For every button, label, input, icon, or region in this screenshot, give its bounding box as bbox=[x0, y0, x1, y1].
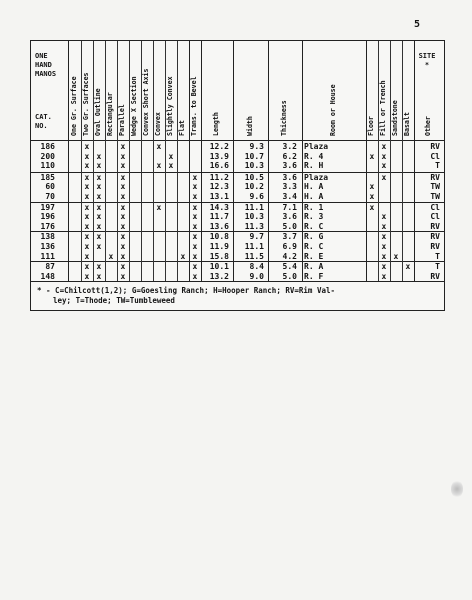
fill-mark: x bbox=[381, 161, 387, 171]
check-mark: x bbox=[192, 202, 198, 212]
thickness-cell: 4.2 bbox=[282, 251, 297, 261]
check-mark: x bbox=[192, 271, 198, 281]
grid-line bbox=[233, 41, 234, 281]
width-cell: 9.0 bbox=[249, 271, 264, 281]
thickness-cell: 3.6 bbox=[282, 172, 297, 182]
manos-table bbox=[30, 40, 445, 311]
thickness-cell: 5.0 bbox=[282, 271, 297, 281]
header-title-line: ONE bbox=[35, 52, 48, 60]
check-mark: x bbox=[120, 182, 126, 192]
check-mark: x bbox=[168, 161, 174, 171]
site-cell: Cl bbox=[430, 212, 440, 222]
thickness-cell: 5.0 bbox=[282, 221, 297, 231]
floor-mark: x bbox=[369, 151, 375, 161]
check-mark: x bbox=[96, 161, 102, 171]
header-catno bbox=[35, 113, 52, 131]
room-cell: R. 3 bbox=[304, 212, 324, 222]
floor-mark: x bbox=[369, 191, 375, 201]
room-cell: R. 1 bbox=[304, 202, 324, 212]
header-title-line: MANOS bbox=[35, 70, 57, 78]
grid-line bbox=[268, 41, 269, 281]
scan-smudge bbox=[451, 480, 463, 498]
check-mark: x bbox=[96, 151, 102, 161]
check-mark: x bbox=[120, 142, 126, 151]
check-mark: x bbox=[120, 221, 126, 231]
column-header: Oval Outline bbox=[94, 88, 102, 136]
column-header: Sandstone bbox=[391, 100, 399, 136]
room-cell: Plaza bbox=[304, 172, 329, 182]
width-cell: 11.3 bbox=[244, 221, 264, 231]
column-header: Trans. to Bevel bbox=[190, 76, 198, 136]
check-mark: x bbox=[192, 212, 198, 222]
site-cell: RV bbox=[430, 271, 440, 281]
header-site-mark: * bbox=[424, 61, 430, 69]
grid-line bbox=[366, 41, 367, 281]
grid-line bbox=[93, 41, 94, 281]
check-mark: x bbox=[96, 262, 102, 272]
length-cell: 10.8 bbox=[209, 232, 229, 242]
header-title-line: HAND bbox=[35, 61, 52, 69]
check-mark: x bbox=[108, 251, 114, 261]
length-cell: 13.1 bbox=[209, 191, 229, 201]
check-mark: x bbox=[96, 202, 102, 212]
length-cell: 12.3 bbox=[209, 182, 229, 192]
grid-line bbox=[68, 41, 69, 281]
check-mark: x bbox=[156, 161, 162, 171]
grid-line bbox=[177, 41, 178, 281]
site-cell: Cl bbox=[430, 151, 440, 161]
width-cell: 10.2 bbox=[244, 182, 264, 192]
width-cell: 11.1 bbox=[244, 202, 264, 212]
cat-no-cell: 138 bbox=[40, 232, 55, 242]
length-cell: 13.9 bbox=[209, 151, 229, 161]
check-mark: x bbox=[192, 262, 198, 272]
column-header: Rectangular bbox=[106, 92, 114, 136]
grid-line bbox=[302, 41, 303, 281]
check-mark: x bbox=[96, 241, 102, 251]
length-cell: 14.3 bbox=[209, 202, 229, 212]
fill-mark: x bbox=[381, 212, 387, 222]
basalt-mark: x bbox=[405, 262, 411, 272]
check-mark: x bbox=[180, 251, 186, 261]
check-mark: x bbox=[84, 161, 90, 171]
check-mark: x bbox=[192, 172, 198, 182]
check-mark: x bbox=[84, 212, 90, 222]
check-mark: x bbox=[192, 182, 198, 192]
cat-no-cell: 111 bbox=[40, 251, 55, 261]
cat-no-cell: 186 bbox=[40, 142, 55, 151]
width-cell: 10.3 bbox=[244, 161, 264, 171]
check-mark: x bbox=[120, 191, 126, 201]
footnote-line: * - C=Chilcott(1,2); G=Goesling Ranch; H=Hooper Ranch; RV=Rim Val- bbox=[37, 286, 336, 296]
check-mark: x bbox=[84, 172, 90, 182]
site-cell: RV bbox=[430, 172, 440, 182]
cat-no-cell: 87 bbox=[45, 262, 55, 272]
length-cell: 11.7 bbox=[209, 212, 229, 222]
site-cell: T bbox=[435, 262, 440, 272]
check-mark: x bbox=[84, 182, 90, 192]
thickness-cell: 7.1 bbox=[282, 202, 297, 212]
length-cell: 13.6 bbox=[209, 221, 229, 231]
grid-line bbox=[141, 41, 142, 281]
fill-mark: x bbox=[381, 251, 387, 261]
thickness-cell: 3.6 bbox=[282, 212, 297, 222]
thickness-cell: 3.6 bbox=[282, 161, 297, 171]
column-header: Room or House bbox=[329, 84, 337, 136]
cat-no-cell: 60 bbox=[45, 182, 55, 192]
check-mark: x bbox=[156, 202, 162, 212]
room-cell: R. F bbox=[304, 271, 324, 281]
width-cell: 9.3 bbox=[249, 142, 264, 151]
length-cell: 11.9 bbox=[209, 241, 229, 251]
check-mark: x bbox=[96, 212, 102, 222]
thickness-cell: 3.7 bbox=[282, 232, 297, 242]
grid-line bbox=[117, 41, 118, 281]
thickness-cell: 3.2 bbox=[282, 142, 297, 151]
check-mark: x bbox=[120, 172, 126, 182]
cat-no-cell: 136 bbox=[40, 241, 55, 251]
fill-mark: x bbox=[381, 271, 387, 281]
room-cell: H. A bbox=[304, 182, 324, 192]
check-mark: x bbox=[192, 241, 198, 251]
fill-mark: x bbox=[381, 262, 387, 272]
cat-no-cell: 110 bbox=[40, 161, 55, 171]
room-cell: R. H bbox=[304, 161, 324, 171]
thickness-cell: 3.3 bbox=[282, 182, 297, 192]
footnote-line: ley; T=Thode; TW=Tumbleweed bbox=[53, 296, 175, 306]
room-cell: R. C bbox=[304, 241, 324, 251]
check-mark: x bbox=[192, 191, 198, 201]
column-header: Thickness bbox=[280, 100, 288, 136]
column-header: Flat bbox=[178, 120, 186, 136]
fill-mark: x bbox=[381, 232, 387, 242]
header-site bbox=[412, 52, 442, 70]
check-mark: x bbox=[96, 271, 102, 281]
grid-line bbox=[390, 41, 391, 281]
width-cell: 10.3 bbox=[244, 212, 264, 222]
grid-line bbox=[189, 41, 190, 281]
width-cell: 11.1 bbox=[244, 241, 264, 251]
page-number: 5 bbox=[414, 19, 421, 30]
column-header: Convex Short Axis bbox=[142, 68, 150, 136]
width-cell: 11.5 bbox=[244, 251, 264, 261]
check-mark: x bbox=[120, 202, 126, 212]
room-cell: R. E bbox=[304, 251, 324, 261]
column-header: Floor bbox=[367, 116, 375, 136]
fill-mark: x bbox=[381, 142, 387, 151]
room-cell: R. C bbox=[304, 221, 324, 231]
check-mark: x bbox=[84, 232, 90, 242]
check-mark: x bbox=[84, 271, 90, 281]
room-cell: Plaza bbox=[304, 142, 329, 151]
grid-line bbox=[105, 41, 106, 281]
length-cell: 16.6 bbox=[209, 161, 229, 171]
check-mark: x bbox=[120, 212, 126, 222]
width-cell: 9.6 bbox=[249, 191, 264, 201]
check-mark: x bbox=[120, 271, 126, 281]
room-cell: H. A bbox=[304, 191, 324, 201]
room-cell: R. A bbox=[304, 262, 324, 272]
length-cell: 10.1 bbox=[209, 262, 229, 272]
cat-no-cell: 196 bbox=[40, 212, 55, 222]
grid-line bbox=[129, 41, 130, 281]
site-cell: RV bbox=[430, 142, 440, 151]
check-mark: x bbox=[120, 151, 126, 161]
length-cell: 12.2 bbox=[209, 142, 229, 151]
check-mark: x bbox=[96, 232, 102, 242]
cat-no-cell: 185 bbox=[40, 172, 55, 182]
thickness-cell: 6.9 bbox=[282, 241, 297, 251]
grid-line bbox=[201, 41, 202, 281]
fill-mark: x bbox=[381, 172, 387, 182]
thickness-cell: 5.4 bbox=[282, 262, 297, 272]
cat-no-cell: 200 bbox=[40, 151, 55, 161]
thickness-cell: 6.2 bbox=[282, 151, 297, 161]
check-mark: x bbox=[96, 221, 102, 231]
check-mark: x bbox=[156, 142, 162, 151]
sandstone-mark: x bbox=[393, 251, 399, 261]
floor-mark: x bbox=[369, 182, 375, 192]
column-header: Slightly Convex bbox=[166, 76, 174, 136]
room-cell: R. 4 bbox=[304, 151, 324, 161]
site-cell: RV bbox=[430, 221, 440, 231]
column-header: Convex bbox=[154, 112, 162, 136]
check-mark: x bbox=[84, 202, 90, 212]
cat-no-cell: 197 bbox=[40, 202, 55, 212]
column-header: Width bbox=[245, 116, 254, 136]
grid-line bbox=[414, 41, 415, 281]
grid-line bbox=[378, 41, 379, 281]
cat-no-cell: 70 bbox=[45, 191, 55, 201]
site-cell: T bbox=[435, 161, 440, 171]
check-mark: x bbox=[96, 172, 102, 182]
site-cell: RV bbox=[430, 241, 440, 251]
column-header: Fill or Trench bbox=[379, 80, 387, 136]
grid-line bbox=[81, 41, 82, 281]
header-site-label: SITE bbox=[418, 52, 436, 60]
check-mark: x bbox=[96, 182, 102, 192]
cat-no-cell: 148 bbox=[40, 271, 55, 281]
site-cell: T bbox=[435, 251, 440, 261]
length-cell: 13.2 bbox=[209, 271, 229, 281]
site-cell: Cl bbox=[430, 202, 440, 212]
cat-no-cell: 176 bbox=[40, 221, 55, 231]
check-mark: x bbox=[120, 161, 126, 171]
thickness-cell: 3.4 bbox=[282, 191, 297, 201]
header-catno-line: CAT. bbox=[35, 113, 52, 121]
site-cell: RV bbox=[430, 232, 440, 242]
width-cell: 10.7 bbox=[244, 151, 264, 161]
width-cell: 8.4 bbox=[249, 262, 264, 272]
check-mark: x bbox=[84, 262, 90, 272]
width-cell: 10.5 bbox=[244, 172, 264, 182]
fill-mark: x bbox=[381, 221, 387, 231]
check-mark: x bbox=[84, 221, 90, 231]
column-header: Basalt bbox=[403, 112, 411, 136]
check-mark: x bbox=[84, 251, 90, 261]
length-cell: 11.2 bbox=[209, 172, 229, 182]
check-mark: x bbox=[120, 241, 126, 251]
grid-line bbox=[402, 41, 403, 281]
floor-mark: x bbox=[369, 202, 375, 212]
check-mark: x bbox=[84, 241, 90, 251]
header-catno-line: NO. bbox=[35, 122, 48, 130]
check-mark: x bbox=[168, 151, 174, 161]
site-cell: TW bbox=[430, 191, 440, 201]
column-header: Length bbox=[212, 112, 220, 136]
room-cell: R. G bbox=[304, 232, 324, 242]
check-mark: x bbox=[192, 251, 198, 261]
column-header: Parallel bbox=[118, 104, 126, 136]
check-mark: x bbox=[84, 151, 90, 161]
column-header: One Gr. Surface bbox=[69, 76, 78, 136]
check-mark: x bbox=[120, 232, 126, 242]
check-mark: x bbox=[84, 191, 90, 201]
fill-mark: x bbox=[381, 151, 387, 161]
grid-line bbox=[153, 41, 154, 281]
column-header: Other bbox=[424, 116, 432, 136]
column-header: Two Gr. Surfaces bbox=[82, 72, 90, 136]
check-mark: x bbox=[96, 191, 102, 201]
grid-line bbox=[165, 41, 166, 281]
column-header: Wedge X Section bbox=[130, 76, 138, 136]
check-mark: x bbox=[120, 262, 126, 272]
fill-mark: x bbox=[381, 241, 387, 251]
header-title bbox=[35, 52, 56, 79]
site-cell: TW bbox=[430, 182, 440, 192]
check-mark: x bbox=[192, 232, 198, 242]
width-cell: 9.7 bbox=[249, 232, 264, 242]
table-footnote bbox=[31, 281, 444, 310]
check-mark: x bbox=[120, 251, 126, 261]
check-mark: x bbox=[192, 221, 198, 231]
length-cell: 15.8 bbox=[209, 251, 229, 261]
check-mark: x bbox=[84, 142, 90, 151]
